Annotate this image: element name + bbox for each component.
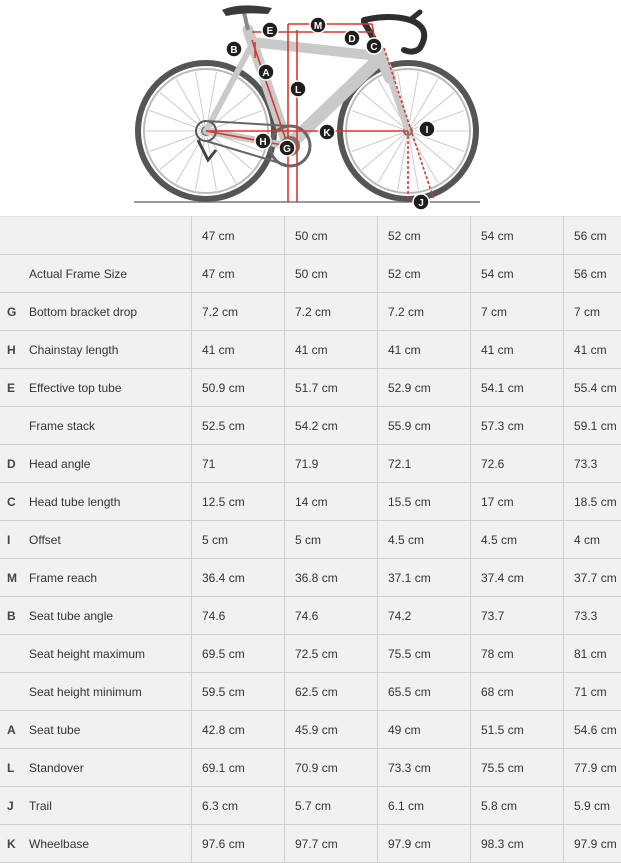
row-value: 71.9 [285, 445, 378, 483]
row-value: 50 cm [285, 255, 378, 293]
table-row [0, 711, 621, 749]
row-value: 78 cm [471, 635, 564, 673]
marker-d-label: D [348, 34, 355, 45]
row-code: M [0, 559, 29, 597]
marker-j-label: J [418, 198, 424, 209]
header-label-cell [29, 217, 192, 255]
marker-a-label: A [262, 68, 269, 79]
row-value: 54.2 cm [285, 407, 378, 445]
row-value: 72.5 cm [285, 635, 378, 673]
row-value: 52.5 cm [192, 407, 285, 445]
marker-i-label: I [426, 125, 429, 136]
table-row [0, 293, 621, 331]
row-code: B [0, 597, 29, 635]
row-label: Effective top tube [29, 369, 192, 407]
row-value: 5 cm [192, 521, 285, 559]
row-value: 71 cm [564, 673, 621, 711]
geometry-table [0, 216, 621, 863]
row-value: 55.4 cm [564, 369, 621, 407]
table-row [0, 369, 621, 407]
table-row [0, 559, 621, 597]
row-value: 74.2 [378, 597, 471, 635]
row-code [0, 673, 29, 711]
row-code [0, 255, 29, 293]
row-value: 36.8 cm [285, 559, 378, 597]
table-row [0, 825, 621, 863]
row-value: 71 [192, 445, 285, 483]
size-header-cell: 52 cm [378, 217, 471, 255]
row-label: Head tube length [29, 483, 192, 521]
table-row [0, 521, 621, 559]
row-label: Trail [29, 787, 192, 825]
row-value: 55.9 cm [378, 407, 471, 445]
row-value: 7.2 cm [285, 293, 378, 331]
row-value: 37.1 cm [378, 559, 471, 597]
row-value: 97.6 cm [192, 825, 285, 863]
size-header-row [0, 217, 621, 255]
size-header-cell: 56 cm [564, 217, 621, 255]
row-value: 5.9 cm [564, 787, 621, 825]
bike-geometry-diagram [0, 0, 621, 216]
row-value: 97.7 cm [285, 825, 378, 863]
row-value: 81 cm [564, 635, 621, 673]
row-value: 50.9 cm [192, 369, 285, 407]
row-value: 4 cm [564, 521, 621, 559]
row-value: 74.6 [285, 597, 378, 635]
row-value: 4.5 cm [378, 521, 471, 559]
row-label: Seat height minimum [29, 673, 192, 711]
row-value: 73.3 [564, 445, 621, 483]
size-header-cell: 47 cm [192, 217, 285, 255]
row-code: A [0, 711, 29, 749]
table-row [0, 787, 621, 825]
row-value: 41 cm [471, 331, 564, 369]
row-value: 36.4 cm [192, 559, 285, 597]
header-code-cell [0, 217, 29, 255]
marker-l-label: L [295, 85, 301, 96]
marker-m-label: M [314, 21, 322, 32]
table-row [0, 445, 621, 483]
row-value: 68 cm [471, 673, 564, 711]
size-header-cell: 54 cm [471, 217, 564, 255]
marker-e-label: E [267, 26, 274, 37]
row-value: 73.7 [471, 597, 564, 635]
row-label: Offset [29, 521, 192, 559]
row-code [0, 407, 29, 445]
row-value: 98.3 cm [471, 825, 564, 863]
row-label: Wheelbase [29, 825, 192, 863]
row-value: 7 cm [564, 293, 621, 331]
row-value: 54 cm [471, 255, 564, 293]
row-value: 6.1 cm [378, 787, 471, 825]
table-row [0, 597, 621, 635]
marker-h-label: H [259, 137, 266, 148]
row-value: 69.1 cm [192, 749, 285, 787]
row-value: 56 cm [564, 255, 621, 293]
row-code: E [0, 369, 29, 407]
row-value: 41 cm [285, 331, 378, 369]
row-label: Frame stack [29, 407, 192, 445]
row-value: 65.5 cm [378, 673, 471, 711]
row-value: 41 cm [192, 331, 285, 369]
geometry-table-body [0, 217, 621, 863]
row-code: D [0, 445, 29, 483]
marker-k-label: K [323, 128, 331, 139]
row-value: 5 cm [285, 521, 378, 559]
row-value: 73.3 cm [378, 749, 471, 787]
table-row [0, 673, 621, 711]
row-code: H [0, 331, 29, 369]
row-value: 41 cm [378, 331, 471, 369]
row-value: 17 cm [471, 483, 564, 521]
row-value: 51.5 cm [471, 711, 564, 749]
row-code: C [0, 483, 29, 521]
row-label: Seat tube [29, 711, 192, 749]
row-value: 14 cm [285, 483, 378, 521]
row-label: Head angle [29, 445, 192, 483]
row-value: 7.2 cm [378, 293, 471, 331]
row-value: 52 cm [378, 255, 471, 293]
table-row [0, 407, 621, 445]
row-value: 37.4 cm [471, 559, 564, 597]
row-value: 42.8 cm [192, 711, 285, 749]
row-label: Frame reach [29, 559, 192, 597]
row-value: 70.9 cm [285, 749, 378, 787]
row-value: 4.5 cm [471, 521, 564, 559]
row-value: 97.9 cm [378, 825, 471, 863]
row-code: G [0, 293, 29, 331]
row-value: 5.8 cm [471, 787, 564, 825]
marker-g-label: G [283, 144, 291, 155]
row-code: L [0, 749, 29, 787]
size-header-cell: 50 cm [285, 217, 378, 255]
row-code [0, 635, 29, 673]
row-value: 73.3 [564, 597, 621, 635]
row-value: 54.6 cm [564, 711, 621, 749]
table-row [0, 635, 621, 673]
marker-b-label: B [230, 45, 237, 56]
bike-geometry-svg [0, 0, 621, 216]
row-code: K [0, 825, 29, 863]
row-value: 59.1 cm [564, 407, 621, 445]
row-value: 72.6 [471, 445, 564, 483]
row-value: 54.1 cm [471, 369, 564, 407]
row-value: 62.5 cm [285, 673, 378, 711]
row-value: 6.3 cm [192, 787, 285, 825]
row-label: Chainstay length [29, 331, 192, 369]
row-value: 37.7 cm [564, 559, 621, 597]
marker-c-label: C [370, 42, 377, 53]
row-value: 77.9 cm [564, 749, 621, 787]
table-row [0, 749, 621, 787]
row-value: 18.5 cm [564, 483, 621, 521]
table-row [0, 255, 621, 293]
row-value: 7 cm [471, 293, 564, 331]
row-value: 12.5 cm [192, 483, 285, 521]
row-value: 49 cm [378, 711, 471, 749]
row-code: I [0, 521, 29, 559]
row-value: 7.2 cm [192, 293, 285, 331]
row-label: Standover [29, 749, 192, 787]
row-value: 74.6 [192, 597, 285, 635]
row-value: 72.1 [378, 445, 471, 483]
row-value: 75.5 cm [378, 635, 471, 673]
row-value: 41 cm [564, 331, 621, 369]
row-value: 75.5 cm [471, 749, 564, 787]
row-value: 47 cm [192, 255, 285, 293]
row-value: 52.9 cm [378, 369, 471, 407]
table-row [0, 331, 621, 369]
row-value: 45.9 cm [285, 711, 378, 749]
table-row [0, 483, 621, 521]
row-value: 97.9 cm [564, 825, 621, 863]
row-code: J [0, 787, 29, 825]
row-value: 15.5 cm [378, 483, 471, 521]
row-value: 59.5 cm [192, 673, 285, 711]
row-label: Seat height maximum [29, 635, 192, 673]
row-label: Bottom bracket drop [29, 293, 192, 331]
row-value: 51.7 cm [285, 369, 378, 407]
row-value: 69.5 cm [192, 635, 285, 673]
row-value: 57.3 cm [471, 407, 564, 445]
row-value: 5.7 cm [285, 787, 378, 825]
row-label: Actual Frame Size [29, 255, 192, 293]
row-label: Seat tube angle [29, 597, 192, 635]
